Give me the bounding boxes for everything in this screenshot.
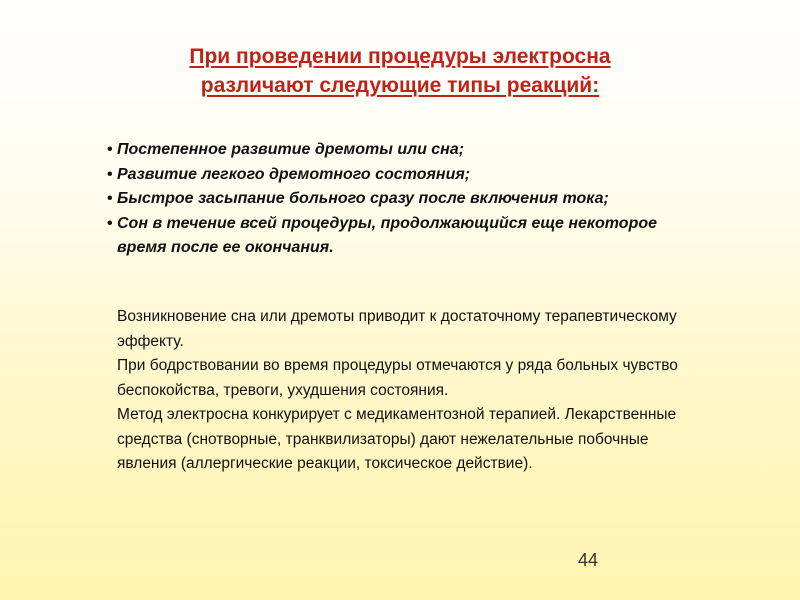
paragraph: Метод электросна конкурирует с медикаментозной терапией. Лекарственные средства (снотворные, транквилизаторы) дают нежелательные побочные явления (аллергические реакции, токсическое действие). <box>117 406 677 472</box>
reaction-types-list <box>107 138 707 261</box>
slide-title <box>0 42 800 100</box>
list-item: • Быстрое засыпание больного сразу после включения тока; <box>107 187 707 212</box>
slide-title-line-2: различают следующие типы реакций: <box>200 74 600 97</box>
slide-title-line-1: При проведении процедуры электросна <box>189 45 611 68</box>
list-item: • Развитие легкого дремотного состояния; <box>107 163 707 188</box>
paragraph: Возникновение сна или дремоты приводит к достаточному терапевтическому эффекту. <box>117 308 677 350</box>
body-text <box>117 305 697 477</box>
page-number: 44 <box>578 550 599 570</box>
list-item: • Постепенное развитие дремоты или сна; <box>107 138 707 163</box>
list-item: • Сон в течение всей процедуры, продолжающийся еще некоторое время после ее окончания. <box>107 212 707 261</box>
paragraph: При бодрствовании во время процедуры отмечаются у ряда больных чувство беспокойства, тревоги, ухудшения состояния. <box>117 357 678 399</box>
